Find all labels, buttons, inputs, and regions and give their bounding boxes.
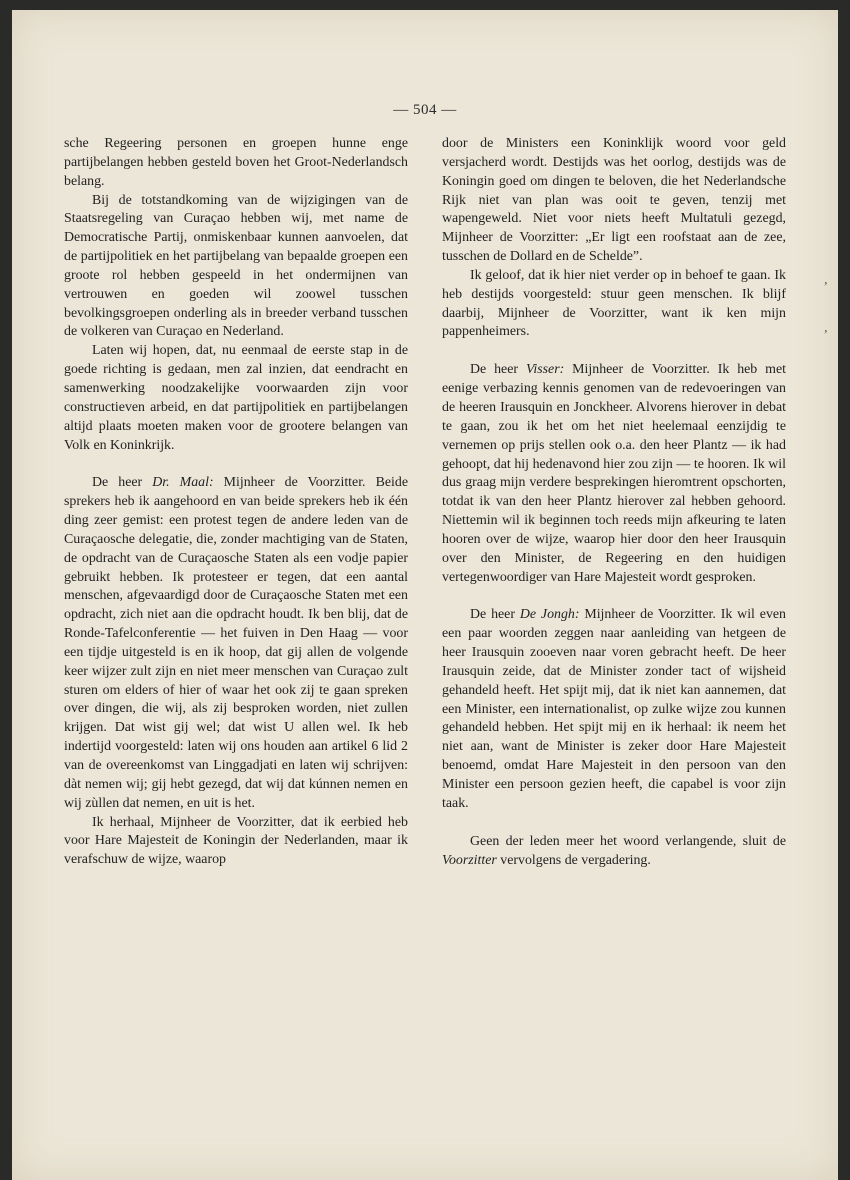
speech-paragraph	[64, 474, 408, 813]
right-column	[442, 135, 786, 870]
paragraph: Ik geloof, dat ik hier niet verder op in behoef te gaan. Ik heb destijds voorgesteld: stuur geen menschen. Ik blijf daarbij, Mijnheer de Voorzitter, want ik ken mijn pappenheimers.	[442, 267, 786, 340]
paragraph: door de Ministers een Koninklijk woord voor geld versjacherd wordt. Destijds was het oorlog, destijds was de Koningin goed om dingen te beloven, die het Nederlandsche Rijk niet van plan was ooit te geven, tenzij met wapengeweld. Niet voor niets heeft Multatuli gezegd, Mijnheer de Voorzitter: „Er ligt een roofstaat aan de zee, tusschen de Dollard en de Schelde”.	[442, 136, 786, 265]
speech-text: Mijnheer de Voorzitter. Ik heb met eenige verbazing kennis genomen van de redevoeringen van de heeren Irausquin en Jonckheer. Alvorens hierover in debat te gaan, zou ik het om het niet heelemaal eenzijdig te vernemen op prijs stellen ook o.a. den heer Plantz — ik had gehoopt, dat hij hedenavond hier zou zijn — te hooren. Ik wil dus graag mijn verdere besprekingen hieromtrent opschorten, totdat ik van den heer Plantz hierover zal hebben gehoord. Niettemin wil ik beginnen toch reeds mijn afkeuring te laten hooren over de wijze, waarop hier door den heer Irausquin over den Minister, de Regeering en den huidigen vertegenwoordiger van Hare Majesteit wordt gesproken.	[442, 362, 786, 585]
speech-paragraph	[442, 361, 786, 587]
page-number: — 504 —	[393, 102, 457, 118]
document-page	[12, 10, 838, 1180]
margin-mark: ’	[823, 328, 828, 343]
speaker-name: Dr. Maal:	[152, 475, 214, 491]
paragraph: Laten wij hopen, dat, nu eenmaal de eerste stap in de goede richting is gedaan, men zal inzien, dat eendracht en samenwerking noodzakelijke voorwaarden zijn voor constructieven arbeid, en dat partijpolitiek en partijbelangen altijd plaats moeten maken voor de grootere belangen van Volk en Koninkrijk.	[64, 343, 408, 453]
paragraph: Bij de totstandkoming van de wijzigingen van de Staatsregeling van Curaçao hebben wij, met name de Democratische Partij, onmiskenbaar kunnen aanvoelen, dat de partijpolitiek en het partijbelang van bepaalde groepen een groote rol hebben gespeeld in het ondermijnen van vertrouwen en goeden wil zoowel tusschen bevolkingsgroepen onderling als in breeder verband tusschen de volkeren van Curaçao en Nederland.	[64, 192, 408, 340]
speech-text: Mijnheer de Voorzitter. Ik wil even een paar woorden zeggen naar aanleiding van hetgeen de heer Irausquin zooeven naar voren gebracht heeft. De heer Irausquin zeide, dat de Minister zonder tact of wijsheid gehandeld heeft. Het spijt mij, dat ik niet kan aannemen, dat een Minister, een internationalist, op zulke wijze zou kunnen gehandeld hebben. Het spijt mij en ik herhaal: ik neem het niet aan, want de Minister is zeker door Hare Majesteit benoemd, omdat Hare Majesteit in den persoon van den Minister een persoon gezien heeft, die capabel is voor zijn taak.	[442, 607, 786, 811]
speaker-name: De Jongh:	[519, 607, 580, 623]
chair-name: Voorzitter	[442, 852, 497, 868]
closing-text-end: vervolgens de vergadering.	[496, 852, 651, 868]
speech-intro: De heer	[470, 362, 526, 378]
margin-mark: ’	[823, 280, 828, 295]
closing-paragraph	[442, 833, 786, 871]
closing-text: Geen der leden meer het woord verlangende, sluit de	[470, 833, 786, 849]
paragraph: sche Regeering personen en groepen hunne enge partijbelangen hebben gesteld boven het Groot-Nederlandsch belang.	[64, 136, 408, 189]
paragraph: Ik herhaal, Mijnheer de Voorzitter, dat ik eerbied heb voor Hare Majesteit de Koningin der Nederlanden, maar ik verafschuw de wijze, waarop	[64, 814, 408, 868]
speech-intro: De heer	[470, 607, 520, 623]
speech-intro: De heer	[92, 475, 153, 491]
speaker-name: Visser:	[525, 362, 565, 378]
speech-text: Mijnheer de Voorzitter. Beide sprekers heb ik aangehoord en van beide sprekers heb ik één ding zeer gemist: een protest tegen de andere leden van de Curaçaosche delegatie, die, zonder machtiging van de Staten, de opdracht van de Curaçaosche Staten als een vodje papier gebruikt hebben. Ik protesteer er tegen, dat een aantal menschen, afgevaardigd door de Curaçaosche Staten met een opdracht, zich niet aan die opdracht houdt. Ik ben blij, dat de Ronde-Tafelconferentie — het fuiven in Den Haag — voor een tijdje uitgesteld is en ik hoop, dat gij allen de volgende keer wijzer zult zijn en niet meer menschen van Curaçao zult sturen om elders of hier of waar het ook zij te gaan spreken over dingen, die wij, als zij besproken worden, niet zullen krijgen. Dat wist gij wel; dat wist U allen wel. Ik heb indertijd voorgesteld: laten wij ons houden aan artikel 6 lid 2 van de overeenkomst van Linggadjati en laten wij schrijven: dàt nemen wij; gij hebt gezegd, dat wij dat kúnnen nemen en wij zùllen dat nemen, en uit is het.	[64, 475, 408, 811]
speech-paragraph	[442, 606, 786, 813]
left-column	[64, 135, 408, 870]
